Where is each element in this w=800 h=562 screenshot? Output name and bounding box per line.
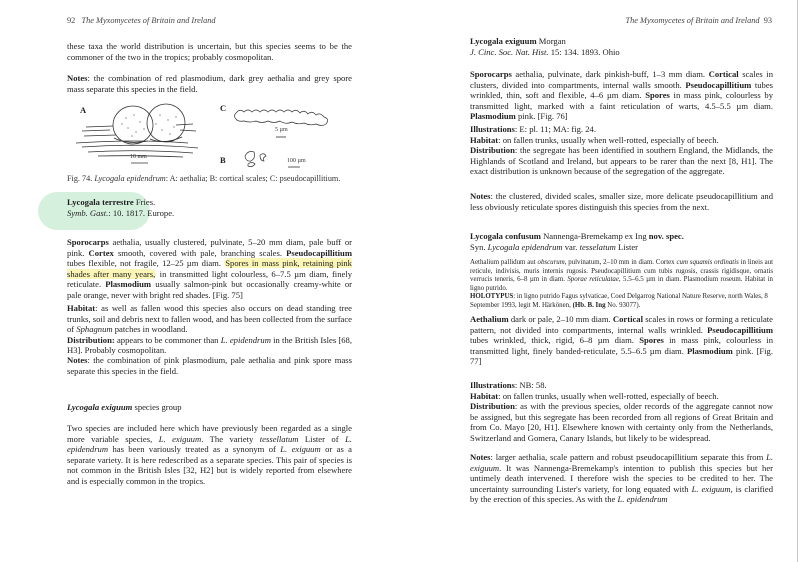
cortical-label: Cortical <box>708 69 739 79</box>
pseudocapillitium-label: Pseudocapillitium <box>707 324 773 335</box>
cortex-text: smooth, covered with pale, branching scales. <box>113 247 287 258</box>
group-text: Lister of <box>298 433 346 444</box>
pseudocapillitium-text: tubes flexible, not fragile, 12–25 µm diam. <box>67 258 225 269</box>
citation-title: J. Cinc. Soc. Nat. Hist. <box>470 46 549 57</box>
habitat-label: Habitat <box>67 303 96 313</box>
left-running-header <box>67 16 216 25</box>
figure-label-a: A <box>80 105 87 115</box>
group-heading <box>67 402 352 413</box>
notes-confusum <box>470 452 773 505</box>
species-ref: L. epidendrum <box>617 494 668 505</box>
syn-species: Lycogala epidendrum <box>487 241 563 252</box>
plasmodium-label: Plasmodium <box>470 111 516 122</box>
pseudocapillitium-drawing <box>235 110 328 126</box>
notes-label: Notes <box>67 73 88 83</box>
latin-diagnosis <box>470 259 773 311</box>
group-text: . The variety <box>201 433 260 444</box>
citation-rest: : 10. 1817. Europe. <box>108 207 175 218</box>
habitat-text: : as well as fallen wood this species also occurs on dead standing tree trunks, soil and debris next to fallen wood, and has been collected from the surface of <box>67 303 352 335</box>
latin-text: , pulvinatum, 2–10 mm in diam. Cortex <box>564 259 677 266</box>
species-heading-confusum <box>470 231 773 252</box>
holotypus-label: HOLOTYPUS <box>470 293 514 301</box>
species-ref: L. exiguum <box>470 452 773 473</box>
figure-label-b: B <box>220 155 226 165</box>
distribution-label: Distribution <box>470 401 515 412</box>
cortical-text: scales in rows or forming a reticulate pattern, not divided into compartments, internal walls wrinkled. <box>470 314 773 335</box>
spores-text: in mass pink, colourless by transmitted light, marked with a faint reticulation of warts, 4.5–5.5 µm diam. <box>470 90 773 111</box>
plasmodium-text: pink. [Fig. 76] <box>515 111 568 122</box>
notes-text: : the clustered, divided scales, smaller size, more delicate pseudocapillitium and less obviously reticulate spores distinguish this species from the next. <box>470 191 773 212</box>
spores-text: in transmitted light colourless, 6–7.5 µm diam, finely reticulate. <box>67 268 352 290</box>
aethalium-label: Aethalium <box>470 314 509 324</box>
syn-var: var. <box>562 241 580 252</box>
spores-label: Spores <box>645 90 670 101</box>
habitat-genus: Sphagnum <box>76 324 113 335</box>
species-name: Lycogala exiguum <box>470 36 537 46</box>
cortex-label: Cortex <box>88 247 114 258</box>
notes-text: . It was Nannenga-Bremekamp's intention to publish this species but her untimely death intervened. I therefore wish the species to be credited to her. The uncertainty surrounding Lister's variety, for long equated with <box>470 462 773 494</box>
notes-text: : the combination of red plasmodium, dark grey aethalia and grey spore mass separate this species in the field. <box>67 73 352 94</box>
habitat-text: : on fallen trunks, usually when well-rotted, especially of beech. <box>498 390 719 401</box>
holotypus-text: : in ligno putrido Fagus sylvaticae, Coed Delgarrog National Nature Reserve, north Wales, 8 September 1993, legit M. Härkönen, <box>470 293 768 309</box>
figure-drawing <box>68 103 353 169</box>
notes-label: Notes <box>470 191 491 201</box>
species-heading-terrestre <box>67 197 352 218</box>
syn-prefix: Syn. <box>470 241 488 252</box>
species-author: Fries. <box>133 197 156 207</box>
aethalium-text: dark or pale, 2–10 mm diam. <box>508 314 613 324</box>
description-confusum <box>470 314 773 367</box>
distribution-species: L. epidendrum <box>220 334 271 345</box>
latin-italic: Sporae reticulatae <box>567 276 619 284</box>
species-author: Morgan <box>536 36 566 46</box>
spores-label: Spores <box>639 335 664 346</box>
species-ref: L. exiguum <box>691 483 731 494</box>
habitat-label: Habitat <box>470 134 499 145</box>
latin-text: Aethalium pallidum aut <box>470 259 538 266</box>
notes-text: , is clarified by the erection of this species. As with the <box>470 483 774 505</box>
aethalia-drawing <box>76 104 198 157</box>
plasmodium-text: pink. [Fig. 77] <box>470 345 773 367</box>
cortical-text: scales in clusters, divided into compartments, internal walls smooth. <box>470 69 773 90</box>
holotypus-end: No. 93077). <box>605 301 641 309</box>
nov-spec-label: nov. spec. <box>648 231 684 241</box>
yellow-highlighted-text: Spores in mass pink, retaining pink shades after many years, <box>67 258 352 279</box>
latin-text: , 5.5–6.5 µm in diam. Plasmodium roseum. Habitat in ligno putrido. <box>470 276 773 292</box>
description-exiguum <box>470 69 773 122</box>
sporocarps-label: Sporocarps <box>67 237 109 247</box>
notes-text: : larger aethalia, scale pattern and robust pseudocapillitium separate this from <box>490 452 767 462</box>
pseudocapillitium-label: Pseudocapillitium <box>685 79 752 90</box>
variety-ref: tessellatum <box>259 433 299 444</box>
scale-label-b: 100 µm <box>287 158 306 164</box>
notes-exiguum <box>470 191 773 212</box>
distribution-text: : as with the previous species, older records of the aggregate cannot now be assigned, but this segregate has been recorded from all regions of Great Britain and from Co. Mayo [20, H1]. Elsewhere known with certainty only from the Netherlands, Switzerland and Gomera, Canary Islands, but likely to be widespread. <box>470 401 773 443</box>
notes-paragraph <box>67 73 352 94</box>
scale-label-c: 5 µm <box>275 127 288 133</box>
plasmodium-label: Plasmodium <box>105 279 152 290</box>
group-species: Lycogala exiguum <box>67 402 133 412</box>
distribution-text: appears to be commoner than <box>114 334 221 345</box>
page-edge-divider <box>797 0 798 562</box>
distribution-text-end: in the British Isles [68, H3]. Probably cosmopolitan. <box>67 334 352 356</box>
group-text: has been variously treated as a synonym of <box>108 444 281 455</box>
illustrations-label: Illustrations <box>470 124 515 134</box>
species-name: Lycogala confusum <box>470 231 541 241</box>
syn-variety: tesselatum <box>579 241 616 252</box>
pseudocapillitium-text: tubes wrinkled, thick, rigid, 6–8 µm diam. <box>470 335 640 346</box>
illustrations-habitat-distribution-confusum <box>470 380 773 443</box>
right-running-header <box>626 16 772 25</box>
distribution-label: Distribution <box>470 145 515 156</box>
sporocarps-text: aethalia, usually clustered, pulvinate, 5–20 mm diam, pale buff or pink. <box>67 237 352 258</box>
page-number: 93 <box>763 16 772 25</box>
caption-prefix: Fig. 74. <box>67 174 95 183</box>
pseudocapillitium-label: Pseudocapillitium <box>286 247 352 258</box>
habitat-text: : on fallen trunks, usually when well-rotted, especially of beech. <box>498 134 719 145</box>
species-ref: L. exiguum <box>280 444 321 455</box>
latin-text: in lineis aut reticule, indivisis, muris internis rugosis. Pseudocapillitium cum tubis rugosis, crassis rigidisque, ornatis verrucis teneris, 6–8 µm in diam. <box>470 259 774 284</box>
cortical-scales-drawing <box>245 152 266 167</box>
notes-terrestre <box>67 355 352 376</box>
distribution-text: : the segregate has been identified in southern England, the Midlands, the Highlands of Scotland and Ireland, but appears to be rarer than the next [8, H1]. The exact distribution is unknown because of the segregation of the aggregate. <box>470 145 773 177</box>
notes-label: Notes <box>67 355 88 365</box>
pseudocapillitium-text: tubes wrinkled, thin, soft and flexible, 4–6 µm diam. <box>470 79 773 101</box>
holotypus-herbarium: (Hb. B. Ing <box>572 301 606 309</box>
caption-species: Lycogala epidendrum <box>94 174 166 183</box>
book-title: The Myxomycetes of Britain and Ireland <box>81 16 216 25</box>
citation-title: Symb. Gast. <box>67 207 109 218</box>
illustrations-habitat-distribution-exiguum <box>470 124 773 177</box>
latin-italic: cum squamis ordinatis <box>676 259 739 266</box>
description-terrestre <box>67 237 352 300</box>
species-ref: L. exiguum <box>158 433 202 444</box>
group-heading-rest: species group <box>132 402 182 412</box>
book-title: The Myxomycetes of Britain and Ireland <box>625 16 760 25</box>
figure-label-c: C <box>220 103 227 113</box>
group-text: or as a separate variety. It is here redescribed as a separate species. This pair of species is not common in the British Isles [32, H2] but is widely reported from elsewhere and is especially common in the tropics. <box>67 444 352 486</box>
caption-rest: : A: aethalia; B: cortical scales; C: pseudocapillitium. <box>165 174 341 183</box>
plasmodium-label: Plasmodium <box>687 345 733 356</box>
species-heading-exiguum <box>470 36 773 57</box>
cortical-label: Cortical <box>612 314 643 324</box>
page-number: 92 <box>67 16 76 25</box>
habitat-distribution-terrestre <box>67 303 352 356</box>
aethalia-dots <box>121 114 176 136</box>
illustrations-text: : E: pl. 11; MA: fig. 24. <box>514 124 596 134</box>
habitat-label: Habitat <box>470 390 499 401</box>
figure-74 <box>68 103 353 169</box>
intro-paragraph <box>67 41 352 62</box>
sporocarps-label: Sporocarps <box>470 69 512 79</box>
spores-text: in mass pink, colourless in transmitted light, finely banded-reticulate, 5.5–6.5 µm diam. <box>470 335 773 356</box>
distribution-label: Distribution: <box>67 334 115 345</box>
species-ref: L. epidendrum <box>67 433 352 455</box>
scale-label-a: 10 mm <box>130 154 147 160</box>
sporocarps-text: aethalia, pulvinate, dark pinkish-buff, 1–3 mm diam. <box>511 69 709 79</box>
syn-author: Lister <box>615 241 639 252</box>
notes-text: : the combination of pink plasmodium, pale aethalia and pink spore mass separate this species in the field. <box>67 355 352 376</box>
species-author: Nannenga-Bremekamp ex Ing <box>540 231 649 241</box>
species-name: Lycogala terrestre <box>67 197 134 207</box>
group-text: Two species are included here which have previously been regarded as a single more variable species, <box>67 423 352 444</box>
group-paragraph <box>67 423 352 486</box>
illustrations-label: Illustrations <box>470 380 515 390</box>
illustrations-text: : NB: 58. <box>514 380 547 390</box>
citation-rest: 15: 134. 1893. Ohio <box>548 46 620 57</box>
latin-italic: obscurum <box>537 259 565 266</box>
figure-caption <box>67 174 340 183</box>
habitat-text-end: patches in woodland. <box>112 324 188 335</box>
plasmodium-text: usually salmon-pink but occasionally creamy-white or pale orange, never with bright red shades. [Fig. 75] <box>67 279 352 300</box>
paragraph-text: these taxa the world distribution is uncertain, but this species seems to be the commoner of the two in the tropics; probably cosmopolitan. <box>67 41 352 62</box>
notes-label: Notes <box>470 452 491 462</box>
